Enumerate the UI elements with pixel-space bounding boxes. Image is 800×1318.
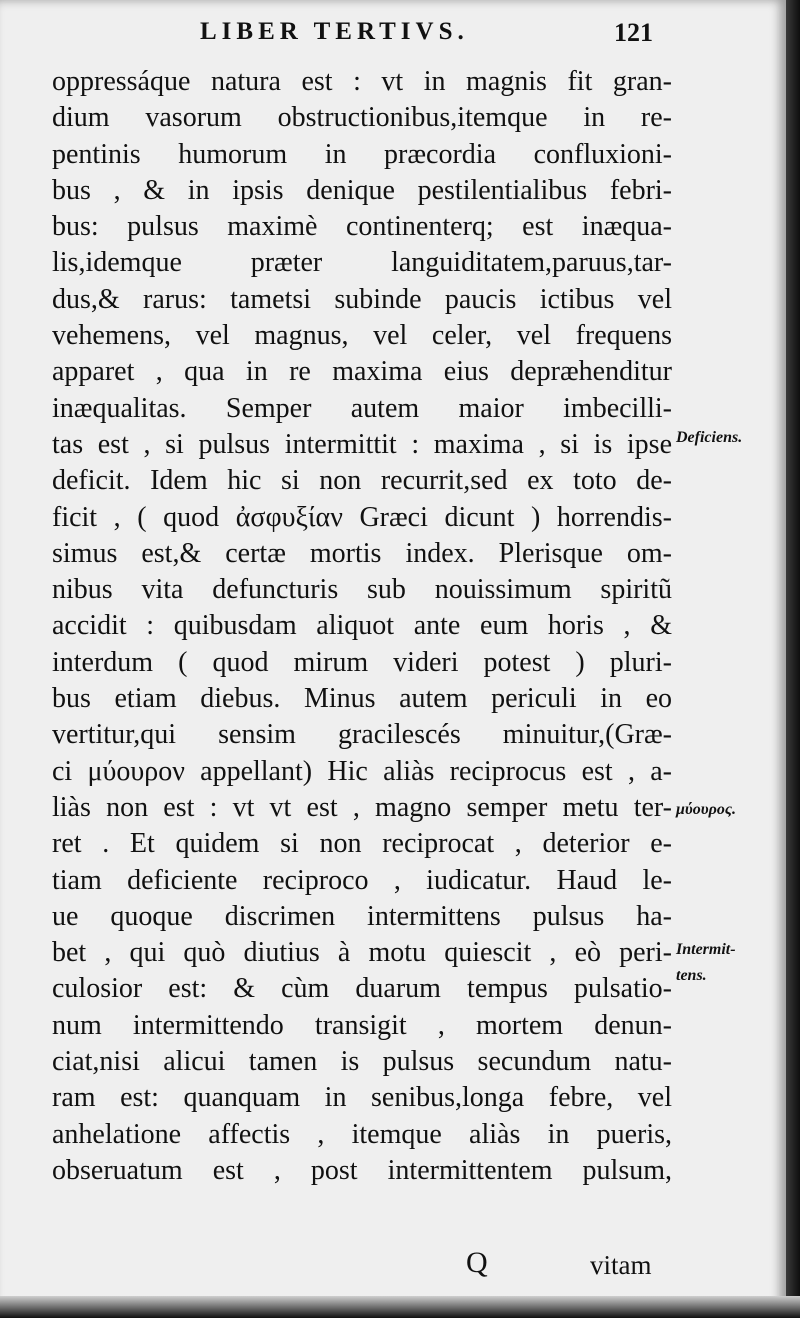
text-line: tas est , si pulsus intermittit : maxima , si is ipse xyxy=(52,428,672,460)
text-line: simus est,& certæ mortis index. Plerisque om- xyxy=(52,537,672,569)
text-line: inæqualitas. Semper autem maior imbecilli- xyxy=(52,392,672,424)
text-line: bus etiam diebus. Minus autem periculi in eo xyxy=(52,683,672,715)
text-line: culosior est: & cùm duarum tempus pulsatio- xyxy=(52,973,672,1005)
text-line: bus: pulsus maximè continenterq; est inæqua- xyxy=(52,211,672,243)
text-line: apparet , qua in re maxima eius depræhenditur xyxy=(52,356,672,388)
text-line: ficit , ( quod ἀσφυξίαν Græci dicunt ) horrendis- xyxy=(52,501,672,533)
text-line: ret . Et quidem si non reciprocat , deterior e- xyxy=(52,828,672,860)
catchword: vitam xyxy=(590,1250,652,1280)
text-line: tiam deficiente reciproco , iudicatur. Haud le- xyxy=(52,864,672,896)
text-line: num intermittendo transigit , mortem denun- xyxy=(52,1009,672,1041)
text-line: vertitur,qui sensim gracilescés minuitur,(Græ- xyxy=(52,719,672,751)
text-line: bet , qui quò diutius à motu quiescit , eò peri- xyxy=(52,937,672,969)
text-line: interdum ( quod mirum videri potest ) pluri- xyxy=(52,646,672,678)
page-bottom-shadow xyxy=(0,1296,800,1318)
text-line: vehemens, vel magnus, vel celer, vel frequens xyxy=(52,320,672,352)
main-text-block xyxy=(52,64,672,1189)
margin-note-deficiens: Deficiens. xyxy=(676,429,743,446)
page-header xyxy=(0,18,786,58)
text-line: lis,idemque præter languiditatem,paruus,tar- xyxy=(52,247,672,279)
margin-note-intermittens-line1: Intermit- xyxy=(676,941,736,958)
page-number: 121 xyxy=(614,18,653,47)
text-line: ue quoque discrimen intermittens pulsus ha- xyxy=(52,900,672,932)
text-line: oppressáque natura est : vt in magnis fit gran- xyxy=(52,66,672,97)
signature-mark: Q xyxy=(466,1246,488,1279)
text-line: dus,& rarus: tametsi subinde paucis ictibus vel xyxy=(52,283,672,315)
text-line: obseruatum est , post intermittentem pulsum, xyxy=(52,1154,672,1186)
text-line: liàs non est : vt vt est , magno semper metu ter- xyxy=(52,791,672,823)
running-title: LIBER TERTIVS. xyxy=(200,18,469,45)
page-edge-shadow xyxy=(786,0,800,1318)
text-line: bus , & in ipsis denique pestilentialibus febri- xyxy=(52,174,672,206)
text-line: ciat,nisi alicui tamen is pulsus secundum natu- xyxy=(52,1046,672,1078)
text-line: deficit. Idem hic si non recurrit,sed ex toto de- xyxy=(52,465,672,497)
margin-note-intermittens-line2: tens. xyxy=(676,967,707,984)
text-line: ci μύουρον appellant) Hic aliàs reciprocus est , a- xyxy=(52,755,672,787)
text-line: anhelatione affectis , itemque aliàs in pueris, xyxy=(52,1118,672,1150)
margin-note-myouros: μύουρος. xyxy=(676,801,736,818)
text-line: dium vasorum obstructionibus,itemque in re- xyxy=(52,102,672,134)
page-footer xyxy=(0,1246,786,1286)
text-line: pentinis humorum in præcordia confluxioni- xyxy=(52,138,672,170)
text-line: ram est: quanquam in senibus,longa febre, vel xyxy=(52,1082,672,1114)
text-line: nibus vita defuncturis sub nouissimum spiritũ xyxy=(52,574,672,606)
text-line: accidit : quibusdam aliquot ante eum horis , & xyxy=(52,610,672,642)
